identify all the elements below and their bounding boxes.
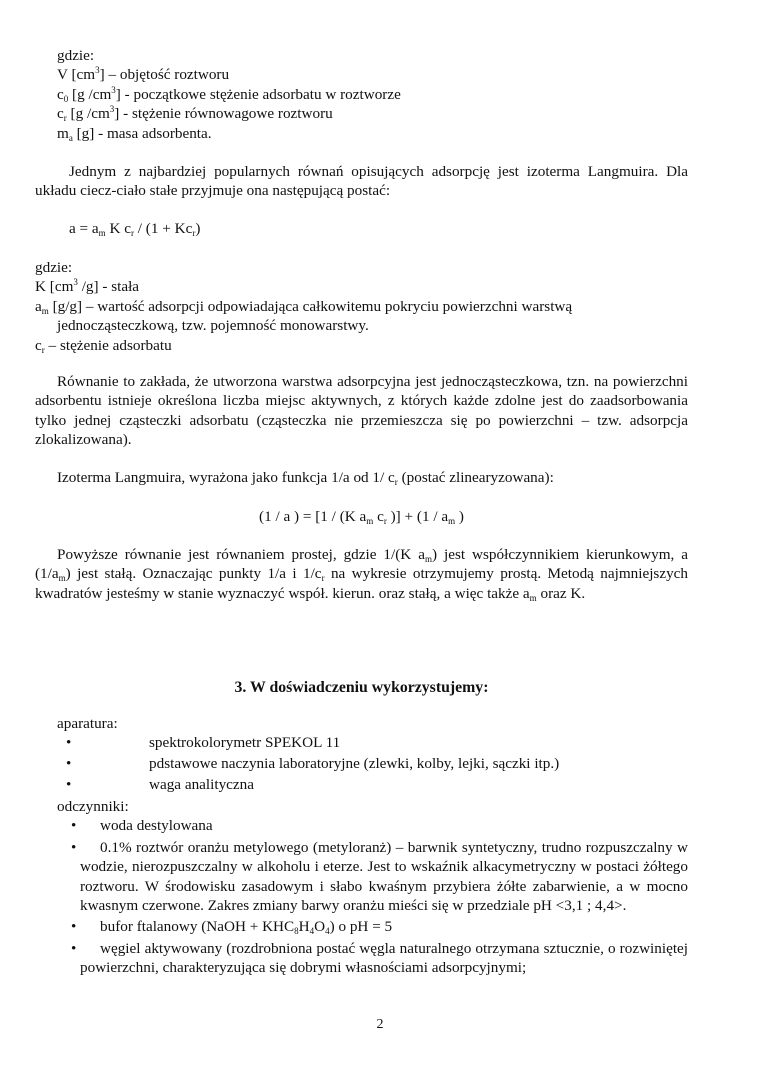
list-item: • waga analityczna (66, 776, 254, 794)
bullet-icon: • (66, 734, 72, 752)
section-heading: 3. W doświadczeniu wykorzystujemy: (234, 679, 489, 696)
bullet-icon: • (66, 776, 72, 794)
equation-langmuir: $a = a_m$ K $c_r / (1 + Kc_r)$ (69, 220, 201, 238)
bullet-icon: • (71, 838, 77, 856)
definition-initial-concentration: $c_0$ [g $/cm^3$] - początkowe stężenie adsorbatu w roztworze (57, 84, 401, 104)
bullet-icon: • (71, 918, 77, 936)
list-item: • 0.1% roztwór oranżu metylowego (metyloranż) – barwnik syntetyczny, trudno rozpuszczalny w wodzie, nierozpuszczalny w alkoholu i eterze. Jest to wskaźnik alkacymetryczny w postaci żółtego roztworu. W środowisku zasadowym i słabo kwaśnym przybiera żółte zabarwienie, a w mocno kwasnym czerwone. Zakres zmiany barwy oranżu mieści się w przedziale pH <3,1 ; 4,4>. (71, 838, 688, 915)
page-number: 2 (376, 1017, 384, 1032)
reagents-list (57, 797, 688, 980)
definitions-block-1 (57, 46, 710, 143)
list-item: • pdstawowe naczynia laboratoryjne (zlewki, kolby, lejki, sączki itp.) (66, 755, 560, 773)
definition-monolayer-capacity: $a_m$ [g/g] – wartość adsorpcji odpowiadająca całkowitemu pokryciu powierzchni warstwą jednocząsteczkową, tzw. pojemność monowarstwy. (35, 297, 573, 335)
list-item: • węgiel aktywowany (rozdrobniona postać węgla naturalnego otrzymana sztucznie, o rozwiniętej powierzchni, charakteryzująca się dobrymi własnościami adsorpcyjnymi; (71, 939, 688, 977)
bullet-icon: • (71, 817, 77, 835)
bullet-icon: • (71, 939, 77, 957)
paragraph-assumptions: Równanie to zakłada, że utworzona warstwa adsorpcyjna jest jednocząsteczkowa, tzn. na powierzchni adsorbentu istnieje określona liczba miejsc aktywnych, z których każde zdolne jest do zaadsorbowania tylko jednej cząsteczki adsorbatu (cząsteczka nie przemieszcza się po powierzchni – tzw. adsorpcja zlokalizowana). (35, 373, 688, 449)
list-item: • woda destylowana (71, 817, 213, 835)
definition-volume: V $[cm^3]$ – objętość roztworu (57, 65, 230, 84)
list-item: • spektrokolorymetr SPEKOL 11 (66, 734, 341, 752)
definition-adsorbent-mass: $m_a$ [g] - masa adsorbenta. (57, 124, 212, 143)
definitions-block-2 (35, 258, 688, 355)
paragraph-line-equation: Powyższe równanie jest równaniem prostej, gdzie 1/(K $a_m$) jest współczynnikiem kierunkowym, a $(1/a_m)$ jest stałą. Oznaczając punkty 1/a i $1/c_r$ na wykresie otrzymujemy prostą. Metodą najmniejszych kwadratów jesteśmy w stanie wyznaczyć współ. kierun. oraz stałą, a więc także $a_m$ oraz K. (35, 546, 689, 603)
definition-constant-k: K [$cm^3$ /g] - stała (35, 277, 140, 296)
apparatus-label: aparatura: (57, 715, 118, 732)
equation-linearized: (1 / a ) = [1 / (K $a_m$ $c_r$ )] + ($1 / a_m$ ) (259, 508, 464, 526)
list-item: • bufor ftalanowy (NaOH + $KHC_8H_4O_4$) o pH = 5 (71, 918, 393, 937)
definition-adsorbate-concentration: $c_r$ – stężenie adsorbatu (35, 336, 172, 355)
definition-equilibrium-concentration: $c_r$ [g $/cm^3$] - stężenie równowagowe roztworu (57, 104, 333, 124)
paragraph-langmuir-intro: Jednym z najbardziej popularnych równań opisujących adsorpcję jest izoterma Langmuira. Dla układu ciecz-ciało stałe przyjmuje ona następującą postać: (35, 163, 688, 200)
apparatus-list (57, 714, 688, 796)
bullet-icon: • (66, 755, 72, 773)
definitions-header-2: gdzie: (35, 259, 73, 276)
paragraph-linearized: Izoterma Langmuira, wyrażona jako funkcja 1/a od 1/ $c_r$ (postać zlinearyzowana): (57, 469, 554, 487)
definitions-header: gdzie: (57, 47, 95, 64)
reagents-label: odczynniki: (57, 798, 129, 815)
